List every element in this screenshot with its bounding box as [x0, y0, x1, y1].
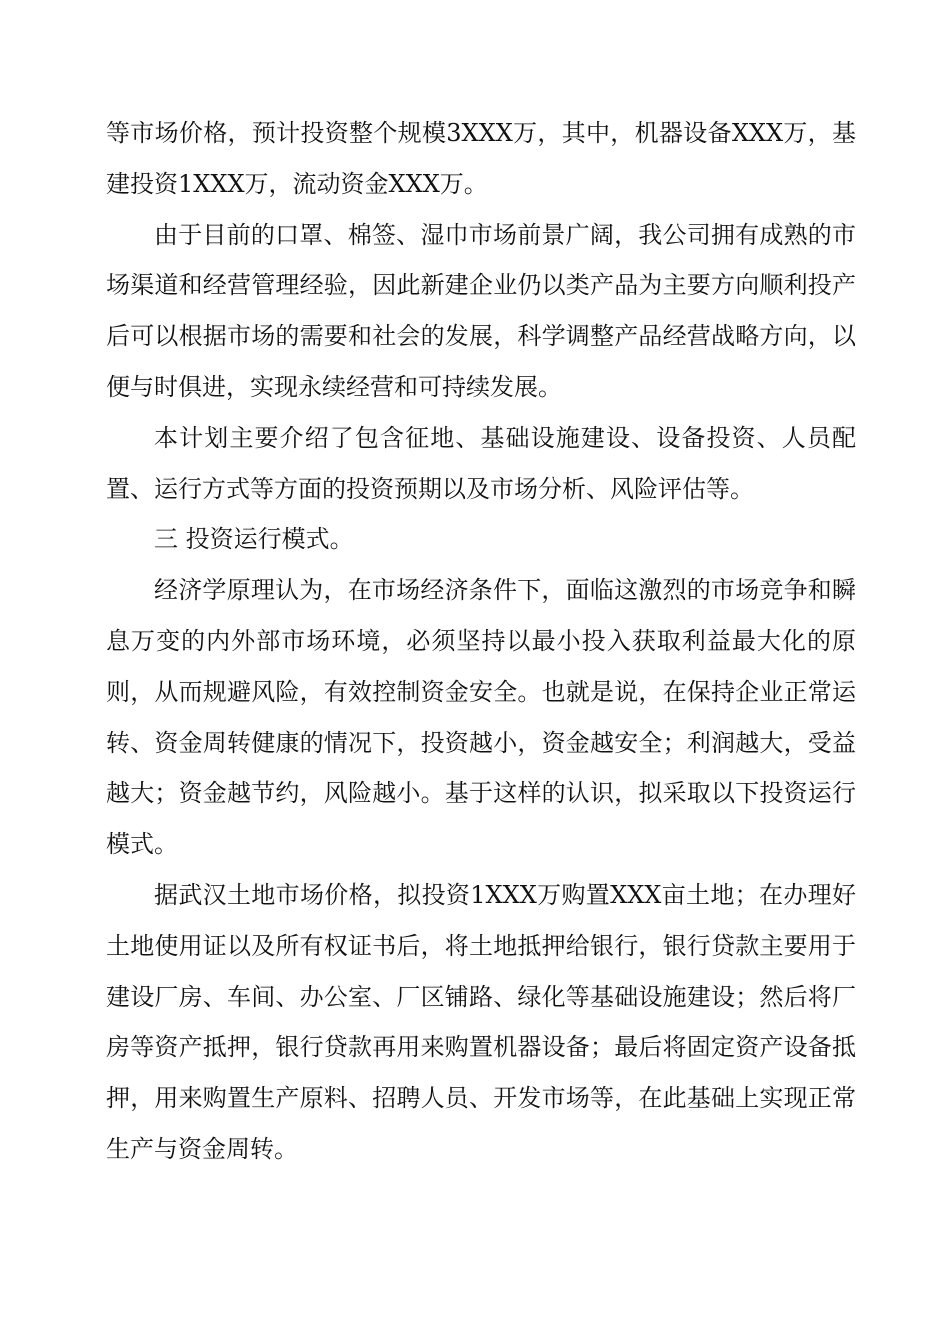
document-body [106, 108, 856, 1175]
section-heading-investment-mode: 三 投资运行模式。 [154, 525, 354, 554]
paragraph-market-outlook: 由于目前的口罩、棉签、湿巾市场前景广阔，我公司拥有成熟的市场渠道和经营管理经验，因此新建企业仍以类产品为主要方向顺利投产后可以根据市场的需要和社会的发展，科学调整产品经营战略方向，以便与时俱进，实现永续经营和可持续发展。 [106, 220, 856, 401]
paragraph-land-purchase: 据武汉土地市场价格，拟投资1XXX万购置XXX亩土地；在办理好土地使用证以及所有权证书后，将土地抵押给银行，银行贷款主要用于建设厂房、车间、办公室、厂区铺路、绿化等基础设施建设；然后将厂房等资产抵押，银行贷款再用来购置机器设备；最后将固定资产设备抵押，用来购置生产原料、招聘人员、开发市场等，在此基础上实现正常生产与资金周转。 [106, 880, 856, 1163]
paragraph-plan-summary: 本计划主要介绍了包含征地、基础设施建设、设备投资、人员配置、运行方式等方面的投资预期以及市场分析、风险评估等。 [106, 423, 856, 503]
paragraph-continuation: 等市场价格，预计投资整个规模3XXX万，其中，机器设备XXX万，基建投资1XXX万，流动资金XXX万。 [106, 119, 856, 198]
paragraph-economic-principle: 经济学原理认为，在市场经济条件下，面临这激烈的市场竞争和瞬息万变的内外部市场环境，必须坚持以最小投入获取利益最大化的原则，从而规避风险，有效控制资金安全。也就是说，在保持企业正常运转、资金周转健康的情况下，投资越小，资金越安全；利润越大，受益越大；资金越节约，风险越小。基于这样的认识，拟采取以下投资运行模式。 [106, 576, 856, 859]
